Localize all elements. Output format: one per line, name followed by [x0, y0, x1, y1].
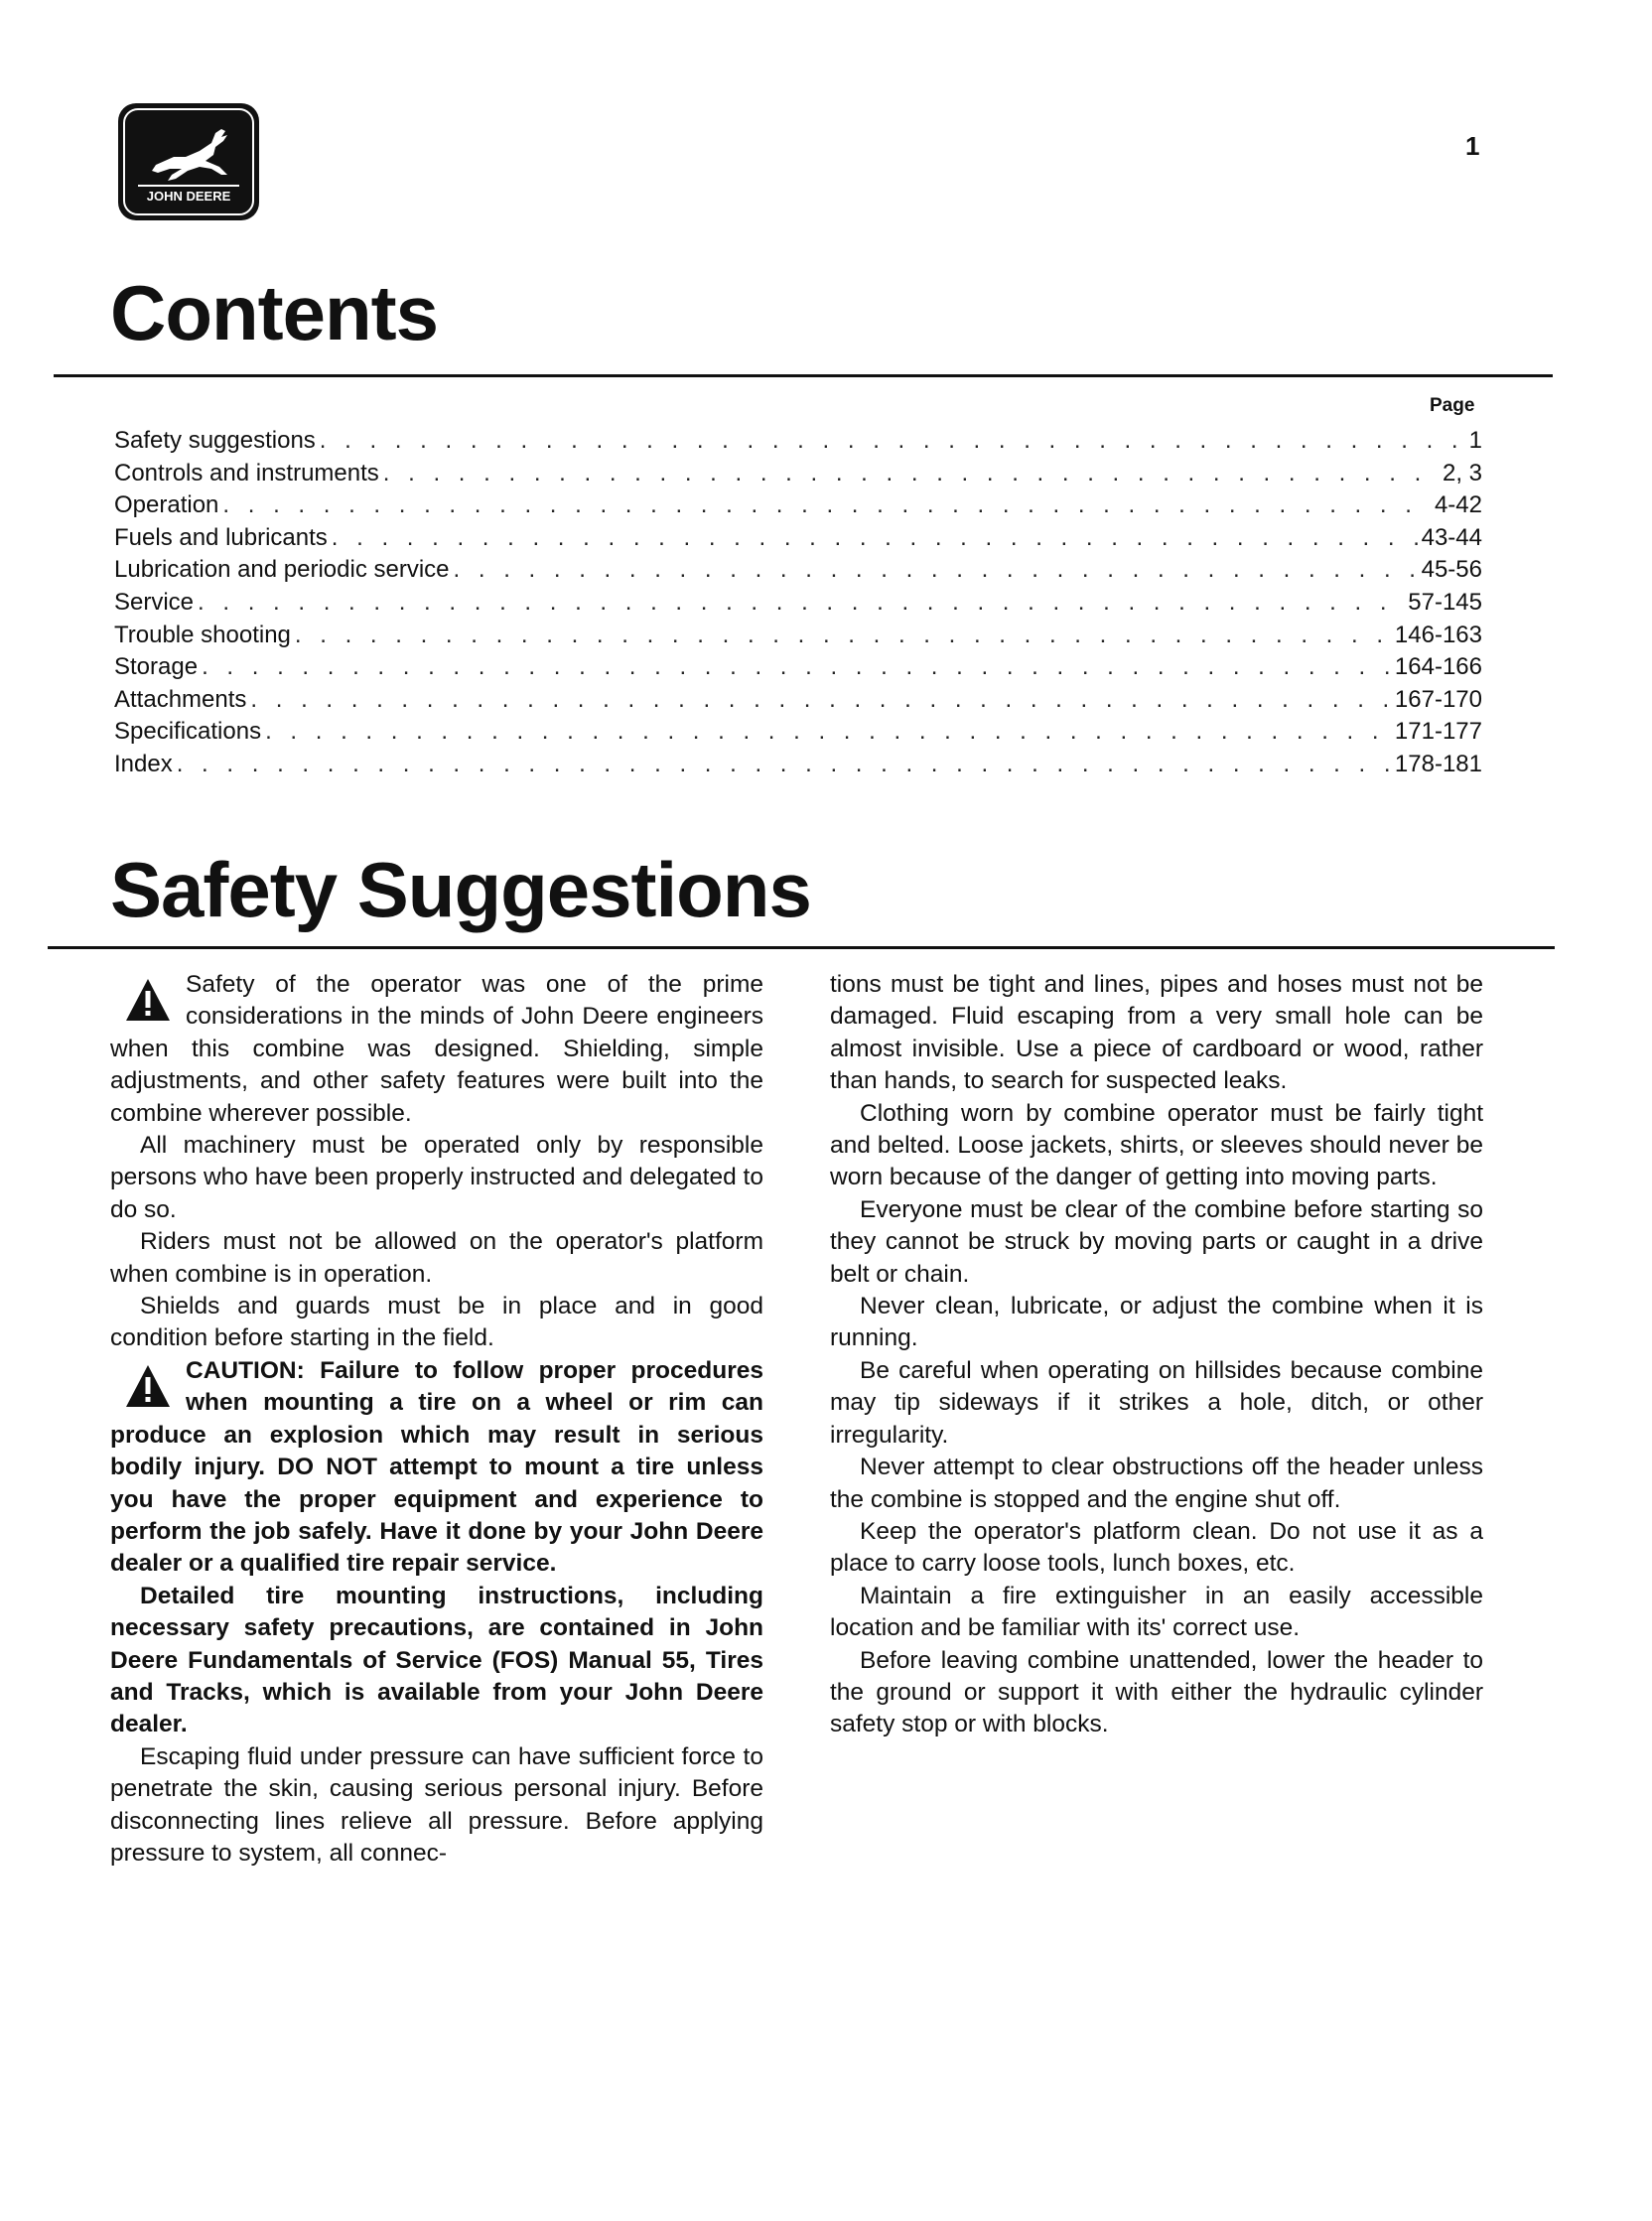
- toc-entry-label: Index: [114, 750, 173, 777]
- contents-rule: [54, 374, 1553, 377]
- toc-entry: [114, 684, 1482, 717]
- toc-entry-page: 146-163: [1394, 621, 1482, 648]
- toc-dot-leader: [198, 587, 1404, 620]
- toc-entry-label: Attachments: [114, 685, 247, 713]
- safety-title: Safety Suggestions: [110, 846, 811, 933]
- safety-paragraph: Never clean, lubricate, or adjust the combine when it is running.: [830, 1293, 1483, 1352]
- safety-rule: [48, 946, 1555, 949]
- toc-entry-page: 57-145: [1408, 588, 1482, 616]
- page-number: 1: [1465, 131, 1480, 161]
- safety-paragraph: All machinery must be operated only by responsible persons who have been properly instructed and delegated to do so.: [110, 1132, 763, 1223]
- toc-entry-label: Lubrication and periodic service: [114, 556, 450, 584]
- safety-left-column: [110, 969, 763, 1870]
- toc-entry-page: 4-42: [1434, 491, 1482, 519]
- toc-dot-leader: [202, 651, 1391, 684]
- safety-paragraph: Everyone must be clear of the combine before starting so they cannot be struck by moving parts or caught in a drive belt or chain.: [830, 1195, 1483, 1288]
- toc-entry-label: Storage: [114, 653, 199, 681]
- toc-entry-page: 43-44: [1421, 523, 1482, 551]
- safety-paragraph: Clothing worn by combine operator must be fairly tight and belted. Loose jackets, shirts, or sleeves should never be worn because of the danger of getting into moving parts.: [830, 1099, 1483, 1191]
- safety-paragraph: tions must be tight and lines, pipes and hoses must not be damaged. Fluid escaping from a very small hole can be almost invisible. Use a piece of cardboard or wood, rather than hands, to search for suspected leaks.: [830, 971, 1483, 1095]
- toc-entry: [114, 651, 1482, 684]
- safety-paragraph: Safety of the operator was one of the prime considerations in the minds of John Deere engineers when this combine was designed. Shielding, simple adjustments, and other safety features were built into the combine wherever possible.: [110, 971, 763, 1127]
- toc-entry-page: 2, 3: [1442, 459, 1482, 486]
- toc-entry-label: Fuels and lubricants: [114, 523, 328, 551]
- toc-entry-label: Trouble shooting: [114, 621, 291, 648]
- toc-page-header: Page: [1430, 395, 1475, 416]
- toc-dot-leader: [222, 489, 1431, 522]
- toc-entry: [114, 458, 1482, 490]
- safety-paragraph: Shields and guards must be in place and in good condition before starting in the field.: [110, 1293, 763, 1352]
- safety-paragraph: Never attempt to clear obstructions off the header unless the combine is stopped and the engine shut off.: [830, 1454, 1483, 1513]
- toc-entry: [114, 554, 1482, 587]
- toc-dot-leader: [320, 425, 1465, 458]
- toc-entry: [114, 587, 1482, 620]
- caution-paragraph: CAUTION: Failure to follow proper procedures when mounting a tire on a wheel or rim can produce an explosion which may result in serious bodily injury. DO NOT attempt to mount a tire unless you have the proper equipment and experience to perform the job safely. Have it done by your John Deere dealer or a qualified tire repair service.: [110, 1356, 763, 1578]
- safety-paragraph: Maintain a fire extinguisher in an easily accessible location and be familiar with its' correct use.: [830, 1582, 1483, 1642]
- warning-triangle-icon: [124, 1363, 172, 1409]
- toc-entry-page: 1: [1468, 427, 1482, 454]
- safety-paragraph: Before leaving combine unattended, lower the header to the ground or support it with either the hydraulic cylinder safety stop or with blocks.: [830, 1646, 1483, 1738]
- toc-entry-page: 167-170: [1394, 685, 1482, 713]
- toc-entry-label: Operation: [114, 491, 219, 519]
- toc-entry: [114, 716, 1482, 749]
- toc-dot-leader: [383, 458, 1439, 490]
- safety-paragraph: Be careful when operating on hillsides because combine may tip sideways if it strikes a hole, ditch, or other irregularity.: [830, 1356, 1483, 1449]
- toc-entry: [114, 489, 1482, 522]
- deer-icon: [116, 101, 261, 222]
- toc-entry: [114, 749, 1482, 781]
- safety-paragraph: Riders must not be allowed on the operator's platform when combine is in operation.: [110, 1228, 763, 1288]
- toc-dot-leader: [265, 716, 1391, 749]
- contents-title: Contents: [110, 269, 438, 356]
- toc-entry: [114, 620, 1482, 652]
- toc-entry-page: 164-166: [1394, 653, 1482, 681]
- toc-dot-leader: [177, 749, 1391, 781]
- toc-dot-leader: [332, 522, 1418, 555]
- table-of-contents: [114, 425, 1482, 781]
- toc-dot-leader: [454, 554, 1418, 587]
- toc-entry-page: 171-177: [1394, 718, 1482, 746]
- warning-triangle-icon: [124, 977, 172, 1023]
- toc-entry-label: Safety suggestions: [114, 427, 316, 454]
- toc-entry: [114, 425, 1482, 458]
- safety-paragraph: Escaping fluid under pressure can have sufficient force to penetrate the skin, causing serious personal injury. Before disconnecting lines relieve all pressure. Before applying pressure to system, all connec-: [110, 1742, 763, 1867]
- safety-paragraph: Keep the operator's platform clean. Do not use it as a place to carry loose tools, lunch boxes, etc.: [830, 1517, 1483, 1578]
- toc-entry-label: Service: [114, 588, 195, 616]
- toc-entry-label: Specifications: [114, 718, 262, 746]
- fos-manual-paragraph: Detailed tire mounting instructions, including necessary safety precautions, are contained in John Deere Fundamentals of Service (FOS) Manual 55, Tires and Tracks, which is available from your John Deere dealer.: [110, 1582, 763, 1738]
- john-deere-logo: [116, 101, 261, 222]
- safety-right-column: [830, 969, 1483, 1741]
- toc-entry-label: Controls and instruments: [114, 459, 379, 486]
- logo-text: JOHN DEERE: [146, 189, 231, 204]
- toc-dot-leader: [250, 684, 1391, 717]
- toc-entry-page: 45-56: [1421, 556, 1482, 584]
- toc-dot-leader: [295, 620, 1391, 652]
- toc-entry: [114, 522, 1482, 555]
- toc-entry-page: 178-181: [1394, 750, 1482, 777]
